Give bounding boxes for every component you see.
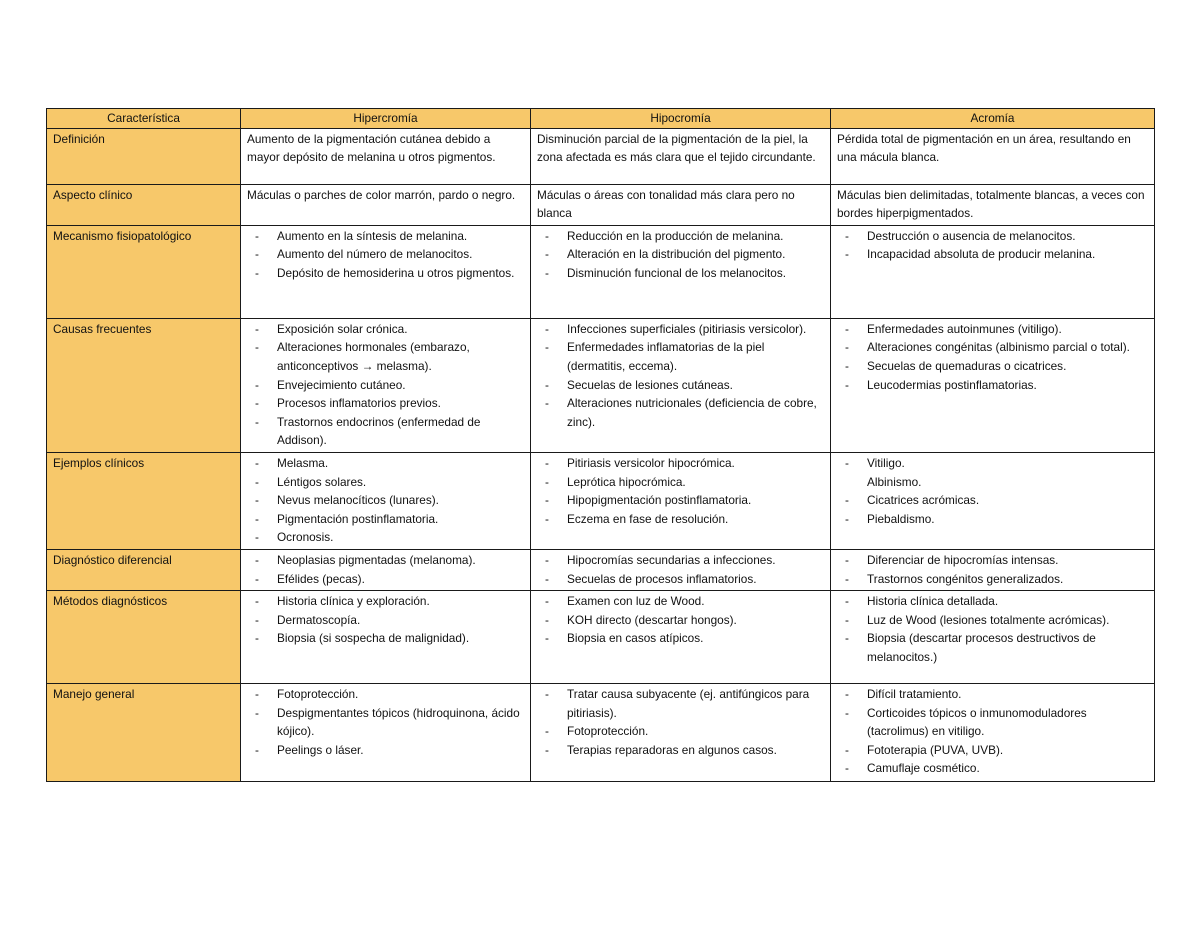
bullet-list <box>537 227 824 283</box>
bullet-list <box>537 454 824 528</box>
table-cell <box>831 452 1155 549</box>
list-item: - Luz de Wood (lesiones totalmente acrómicas). <box>837 611 1148 630</box>
list-item: - Tratar causa subyacente (ej. antifúngicos para pitiriasis). <box>537 685 824 722</box>
list-item: - Trastornos congénitos generalizados. <box>837 570 1148 589</box>
bullet-list <box>247 320 524 450</box>
list-item: - Hipopigmentación postinflamatoria. <box>537 491 824 510</box>
bullet-list <box>247 592 524 648</box>
list-item: - Secuelas de quemaduras o cicatrices. <box>837 357 1148 376</box>
table-row-definicion <box>47 128 1155 184</box>
pigmentation-comparison-table <box>46 108 1155 782</box>
table-cell <box>241 452 531 549</box>
comparison-table-page <box>46 108 1154 782</box>
bullet-list <box>537 592 824 648</box>
list-item: - Destrucción o ausencia de melanocitos. <box>837 227 1148 246</box>
row-label: Causas frecuentes <box>47 318 241 452</box>
list-item: - Depósito de hemosiderina u otros pigmentos. <box>247 264 524 283</box>
list-item: - Aumento en la síntesis de melanina. <box>247 227 524 246</box>
table-cell <box>531 591 831 684</box>
list-item: - Difícil tratamiento. <box>837 685 1148 704</box>
table-row-manejo <box>47 684 1155 782</box>
header-acromia: Acromía <box>831 109 1155 129</box>
list-item: - Ocronosis. <box>247 528 524 547</box>
table-cell <box>531 452 831 549</box>
list-item: - Nevus melanocíticos (lunares). <box>247 491 524 510</box>
header-hipercromia: Hipercromía <box>241 109 531 129</box>
row-label: Mecanismo fisiopatológico <box>47 225 241 318</box>
list-item: - Vitiligo. <box>837 454 1148 473</box>
table-cell: Aumento de la pigmentación cutánea debido a mayor depósito de melanina u otros pigmentos. <box>241 128 531 184</box>
table-cell: Máculas bien delimitadas, totalmente blancas, a veces con bordes hiperpigmentados. <box>831 184 1155 225</box>
list-item: - Peelings o láser. <box>247 741 524 760</box>
bullet-list <box>537 551 824 588</box>
list-item: - Pitiriasis versicolor hipocrómica. <box>537 454 824 473</box>
list-item: - Enfermedades autoinmunes (vitiligo). <box>837 320 1148 339</box>
list-item: - Infecciones superficiales (pitiriasis versicolor). <box>537 320 824 339</box>
list-item: - Fotoprotección. <box>247 685 524 704</box>
table-cell <box>241 591 531 684</box>
row-label: Manejo general <box>47 684 241 782</box>
bullet-list <box>537 320 824 432</box>
list-item: - Exposición solar crónica. <box>247 320 524 339</box>
table-cell: Máculas o áreas con tonalidad más clara pero no blanca <box>531 184 831 225</box>
list-item: - Secuelas de lesiones cutáneas. <box>537 376 824 395</box>
list-item: - Secuelas de procesos inflamatorios. <box>537 570 824 589</box>
list-item: - Cicatrices acrómicas. <box>837 491 1148 510</box>
list-item: - Enfermedades inflamatorias de la piel (dermatitis, eccema). <box>537 338 824 375</box>
header-caracteristica: Característica <box>47 109 241 129</box>
list-item: - Dermatoscopía. <box>247 611 524 630</box>
table-cell <box>831 591 1155 684</box>
bullet-list <box>537 685 824 759</box>
list-item: - Terapias reparadoras en algunos casos. <box>537 741 824 760</box>
list-item: - Pigmentación postinflamatoria. <box>247 510 524 529</box>
list-item: - Historia clínica detallada. <box>837 592 1148 611</box>
list-item: - Piebaldismo. <box>837 510 1148 529</box>
table-row-causas <box>47 318 1155 452</box>
list-item: Albinismo. <box>867 474 922 489</box>
list-item: - Fotoprotección. <box>537 722 824 741</box>
list-item: - Efélides (pecas). <box>247 570 524 589</box>
list-item: - Biopsia (descartar procesos destructivos de melanocitos.) <box>837 629 1148 666</box>
list-item: - Despigmentantes tópicos (hidroquinona, ácido kójico). <box>247 704 524 741</box>
list-item: - Fototerapia (PUVA, UVB). <box>837 741 1148 760</box>
table-cell <box>241 549 531 590</box>
list-item: - Léntigos solares. <box>247 473 524 492</box>
table-cell <box>831 318 1155 452</box>
list-item: - Melasma. <box>247 454 524 473</box>
list-item: - Camuflaje cosmético. <box>837 759 1148 778</box>
table-row-diagnostico-diferencial <box>47 549 1155 590</box>
list-item: - Leucodermias postinflamatorias. <box>837 376 1148 395</box>
bullet-list <box>837 685 1148 778</box>
table-cell <box>241 684 531 782</box>
table-cell <box>831 549 1155 590</box>
table-cell <box>831 225 1155 318</box>
table-cell <box>831 684 1155 782</box>
list-item: - Alteraciones nutricionales (deficiencia de cobre, zinc). <box>537 394 824 431</box>
table-cell: Disminución parcial de la pigmentación de la piel, la zona afectada es más clara que el tejido circundante. <box>531 128 831 184</box>
table-cell <box>531 549 831 590</box>
table-row-aspecto-clinico <box>47 184 1155 225</box>
bullet-list <box>837 551 1148 588</box>
list-item: - Procesos inflamatorios previos. <box>247 394 524 413</box>
table-cell <box>241 225 531 318</box>
list-item: - Alteración en la distribución del pigmento. <box>537 245 824 264</box>
row-label: Diagnóstico diferencial <box>47 549 241 590</box>
header-hipocromia: Hipocromía <box>531 109 831 129</box>
row-label: Definición <box>47 128 241 184</box>
bullet-list <box>837 227 1148 264</box>
list-item: - Alteraciones hormonales (embarazo, anticonceptivos → melasma). <box>247 338 524 375</box>
bullet-list <box>247 454 524 547</box>
list-item: - Biopsia (si sospecha de malignidad). <box>247 629 524 648</box>
table-row-mecanismo <box>47 225 1155 318</box>
list-item: - KOH directo (descartar hongos). <box>537 611 824 630</box>
table-cell <box>531 225 831 318</box>
list-item: - Eczema en fase de resolución. <box>537 510 824 529</box>
bullet-list <box>247 551 524 588</box>
list-item: - Incapacidad absoluta de producir melanina. <box>837 245 1148 264</box>
table-body <box>47 128 1155 782</box>
row-label: Métodos diagnósticos <box>47 591 241 684</box>
table-cell <box>241 318 531 452</box>
list-item: - Reducción en la producción de melanina. <box>537 227 824 246</box>
list-item: - Examen con luz de Wood. <box>537 592 824 611</box>
table-row-metodos <box>47 591 1155 684</box>
table-row-ejemplos <box>47 452 1155 549</box>
bullet-list <box>837 320 1148 394</box>
list-item: - Alteraciones congénitas (albinismo parcial o total). <box>837 338 1148 357</box>
table-cell <box>531 318 831 452</box>
list-item: - Biopsia en casos atípicos. <box>537 629 824 648</box>
bullet-list <box>247 227 524 283</box>
bullet-list <box>247 685 524 759</box>
list-item: - Historia clínica y exploración. <box>247 592 524 611</box>
list-item: - Leprótica hipocrómica. <box>537 473 824 492</box>
table-cell: Pérdida total de pigmentación en un área, resultando en una mácula blanca. <box>831 128 1155 184</box>
header-row <box>47 109 1155 129</box>
bullet-list <box>837 592 1148 666</box>
list-item: - Trastornos endocrinos (enfermedad de Addison). <box>247 413 524 450</box>
list-item: - Hipocromías secundarias a infecciones. <box>537 551 824 570</box>
list-item: - Disminución funcional de los melanocitos. <box>537 264 824 283</box>
row-label: Ejemplos clínicos <box>47 452 241 549</box>
list-item: - Neoplasias pigmentadas (melanoma). <box>247 551 524 570</box>
bullet-list <box>837 454 1148 528</box>
list-item: - Diferenciar de hipocromías intensas. <box>837 551 1148 570</box>
list-item: - Corticoides tópicos o inmunomoduladores (tacrolimus) en vitiligo. <box>837 704 1148 741</box>
table-cell: Máculas o parches de color marrón, pardo o negro. <box>241 184 531 225</box>
list-item: - Envejecimiento cutáneo. <box>247 376 524 395</box>
table-cell <box>531 684 831 782</box>
list-item: - Aumento del número de melanocitos. <box>247 245 524 264</box>
row-label: Aspecto clínico <box>47 184 241 225</box>
